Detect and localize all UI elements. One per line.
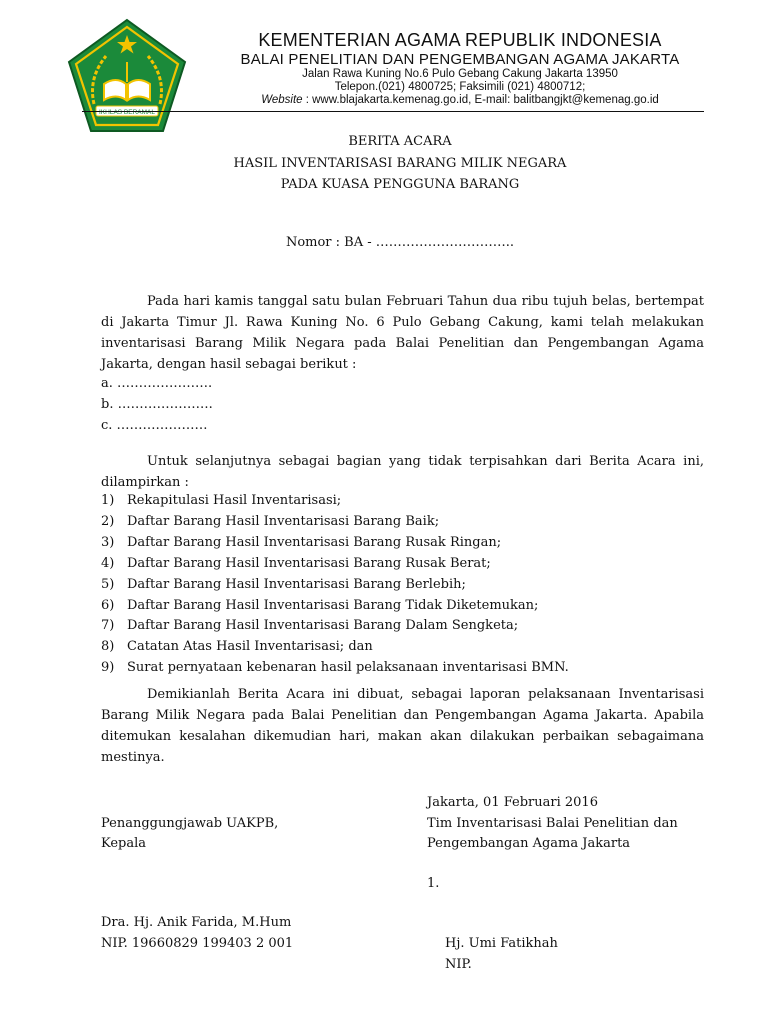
list-text: Daftar Barang Hasil Inventarisasi Barang Berlebih; xyxy=(127,576,466,592)
list-item-c: c. ………………… xyxy=(101,418,208,433)
list-item-a: a. …………………. xyxy=(101,376,213,391)
left-signatory-name: Dra. Hj. Anik Farida, M.Hum xyxy=(101,915,292,930)
list-number: 7) xyxy=(101,618,115,634)
list-item xyxy=(101,554,569,575)
list-item xyxy=(101,512,569,533)
right-signatory-nip: NIP. xyxy=(445,957,472,972)
list-text: Rekapitulasi Hasil Inventarisasi; xyxy=(127,493,342,508)
closing-paragraph: Demikianlah Berita Acara ini dibuat, sebagai laporan pelaksanaan Inventarisasi Barang Milik Negara pada Balai Penelitian dan Pengembangan Agama Jakarta. Apabila ditemukan kesalahan dikemudian hari, makan akan dilakukan perbaikan sebagaimana mestinya. xyxy=(101,687,704,765)
opening-paragraph: Pada hari kamis tanggal satu bulan Februari Tahun dua ribu tujuh belas, bertempat di Jakarta Timur Jl. Rawa Kuning No. 6 Pulo Gebang Cakung, kami telah melakukan inventarisasi Barang Milik Negara pada Balai Penelitian dan Pengembangan Agama Jakarta, dengan hasil sebagai berikut : xyxy=(101,294,704,372)
list-number: 5) xyxy=(101,576,115,592)
right-signatory-number: 1. xyxy=(427,876,440,891)
doc-subtitle-2: PADA KUASA PENGGUNA BARANG xyxy=(280,177,520,192)
right-signatory-team-2: Pengembangan Agama Jakarta xyxy=(427,836,631,851)
list-item xyxy=(101,533,569,554)
list-text: Daftar Barang Hasil Inventarisasi Barang Tidak Diketemukan; xyxy=(127,597,539,613)
list-number: 2) xyxy=(101,513,115,529)
list-number: 9) xyxy=(101,660,115,676)
phone-line: Telepon.(021) 4800725; Faksimili (021) 4800712; xyxy=(334,81,586,93)
list-item xyxy=(101,596,569,617)
address-line: Jalan Rawa Kuning No.6 Pulo Gebang Cakung Jakarta 13950 xyxy=(302,68,618,80)
list-text: Daftar Barang Hasil Inventarisasi Barang Rusak Berat; xyxy=(127,555,491,571)
list-item-b: b. …………………. xyxy=(101,397,213,412)
place-date: Jakarta, 01 Februari 2016 xyxy=(427,795,598,810)
list-number: 8) xyxy=(101,639,115,655)
website-line xyxy=(200,94,720,106)
ministry-logo xyxy=(66,18,188,136)
list-number: 3) xyxy=(101,534,115,550)
doc-number: Nomor : BA - ………………………….. xyxy=(285,235,515,250)
list-text: Daftar Barang Hasil Inventarisasi Barang Rusak Ringan; xyxy=(127,534,502,550)
list-item xyxy=(101,575,569,596)
website-label: Website xyxy=(261,94,303,106)
list-item xyxy=(101,637,569,658)
list-item xyxy=(101,616,569,637)
left-signatory-title: Kepala xyxy=(101,836,147,851)
list-text: Surat pernyataan kebenaran hasil pelaksanaan inventarisasi BMN. xyxy=(127,660,569,676)
left-signatory-role: Penanggungjawab UAKPB, xyxy=(101,816,279,831)
institution-name: BALAI PENELITIAN DAN PENGEMBANGAN AGAMA JAKARTA xyxy=(240,51,680,68)
right-signatory-team: Tim Inventarisasi Balai Penelitian dan xyxy=(427,816,678,831)
list-number: 6) xyxy=(101,597,115,613)
list-item xyxy=(101,491,569,512)
list-number: 1) xyxy=(101,493,115,508)
header-divider xyxy=(82,111,704,112)
list-number: 4) xyxy=(101,555,115,571)
website-details: : www.blajakarta.kemenag.go.id, E-mail: balitbangjkt@kemenag.go.id xyxy=(302,94,659,106)
left-signatory-nip: NIP. 19660829 199403 2 001 xyxy=(101,936,294,951)
list-text: Catatan Atas Hasil Inventarisasi; dan xyxy=(127,639,373,655)
list-item xyxy=(101,658,569,679)
list-text: Daftar Barang Hasil Inventarisasi Barang Dalam Sengketa; xyxy=(127,618,519,634)
doc-title: BERITA ACARA xyxy=(348,134,452,149)
ministry-name: KEMENTERIAN AGAMA REPUBLIK INDONESIA xyxy=(258,30,662,50)
doc-subtitle: HASIL INVENTARISASI BARANG MILIK NEGARA xyxy=(233,156,567,171)
list-text: Daftar Barang Hasil Inventarisasi Barang Baik; xyxy=(127,513,440,529)
attachment-intro: Untuk selanjutnya sebagai bagian yang tidak terpisahkan dari Berita Acara ini, dilampirkan : xyxy=(101,454,704,490)
right-signatory-name: Hj. Umi Fatikhah xyxy=(445,936,558,951)
attachment-list xyxy=(101,491,569,679)
logo-motto: IKHLAS BERAMAL xyxy=(99,109,155,116)
